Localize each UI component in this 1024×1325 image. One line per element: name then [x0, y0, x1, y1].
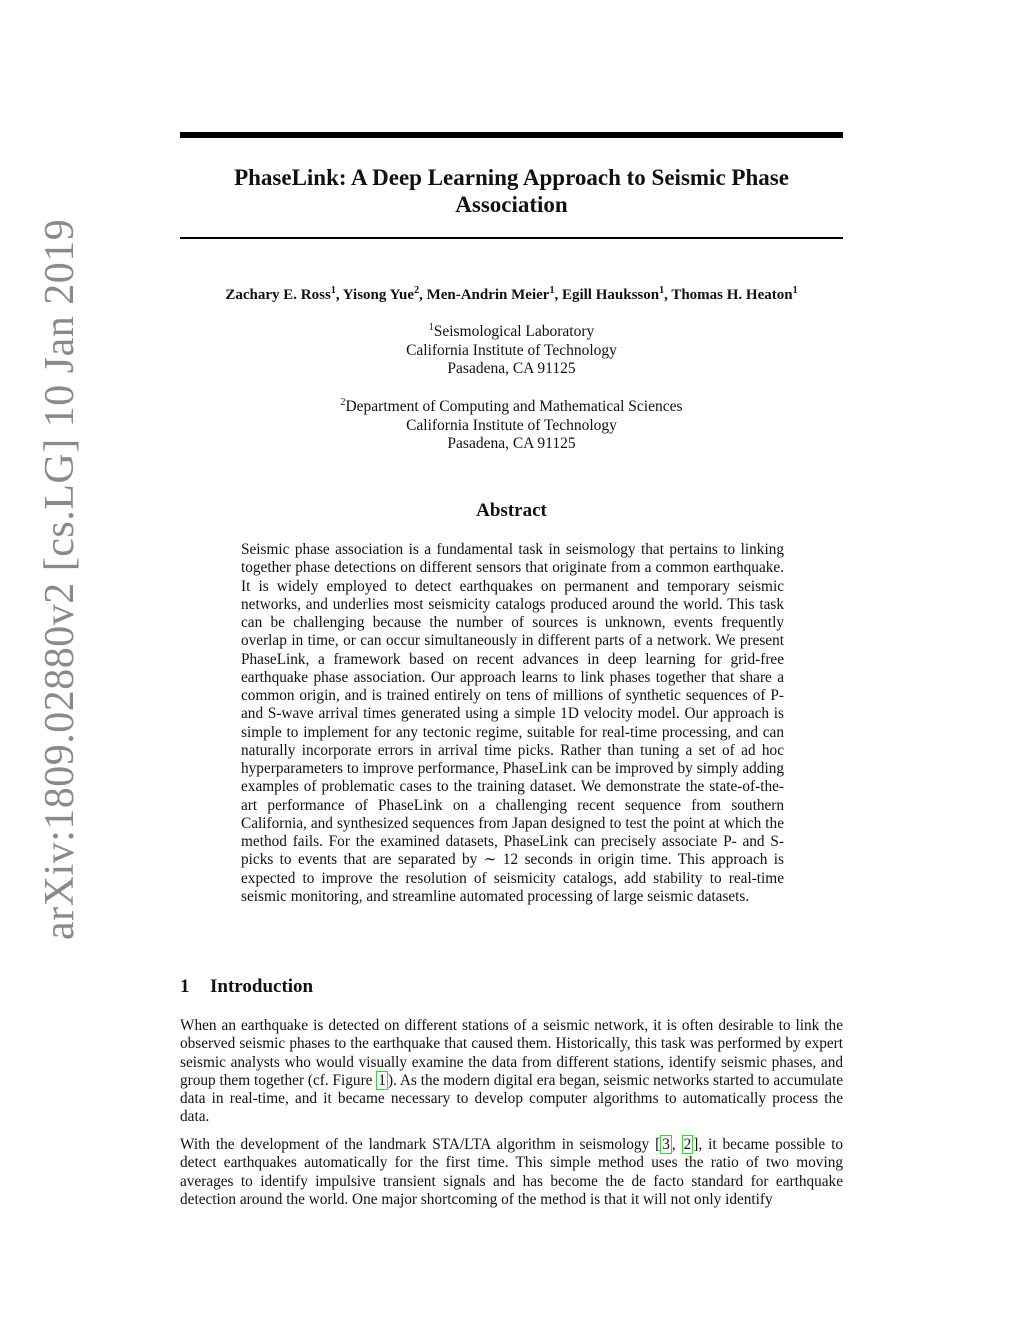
- author-list: Zachary E. Ross$^1$, Yisong Yue$^2$, Men-Andrin Meier$^1$, Egill Hauksson$^1$, Thomas H. Heaton$^1$: [225, 285, 798, 303]
- author-affil-sup: 1: [659, 285, 665, 296]
- affiliation-line: Pasadena, CA 91125: [447, 360, 576, 377]
- abstract-heading: Abstract: [476, 500, 547, 521]
- affiliation-sup: 2: [340, 396, 346, 408]
- section-number: 1: [180, 976, 190, 997]
- affiliation-line: Seismological Laboratory: [433, 323, 595, 340]
- affiliation-line: Pasadena, CA 91125: [447, 435, 576, 452]
- affiliation-sup: 1: [428, 321, 434, 333]
- intro-paragraph-1: [180, 1017, 843, 1127]
- affiliation-1: [180, 323, 843, 379]
- author-affil-sup: 1: [549, 285, 555, 296]
- paragraph-text: ). As the modern digital era began, seismic networks started to accumulate data in real-time, and it became necessary to develop computer algorithms to automatically process the data.: [180, 1071, 843, 1126]
- author-affil-sup: 2: [414, 285, 420, 296]
- citation-link[interactable]: 2: [683, 1136, 692, 1153]
- citation-separator: ,: [671, 1136, 682, 1153]
- affiliation-2: [180, 398, 843, 454]
- affiliation-line: California Institute of Technology: [406, 416, 617, 434]
- author-name: Men-Andrin Meier: [426, 287, 550, 303]
- author-name: Egill Hauksson: [561, 287, 660, 303]
- affiliation-line: California Institute of Technology: [406, 341, 617, 359]
- title-line-2: Association: [455, 192, 568, 217]
- author-name: Zachary E. Ross: [225, 287, 331, 303]
- arxiv-stamp: arXiv:1809.02880v2 [cs.LG] 10 Jan 2019: [37, 218, 83, 940]
- citation-link[interactable]: 3: [662, 1136, 670, 1153]
- intro-paragraph-2: [180, 1136, 843, 1209]
- abstract-body: Seismic phase association is a fundamental task in seismology that pertains to linking together phase detections on different sensors that originate from a common earthquake. It is widely employed to detect earthquakes on permanent and temporary seismic networks, and underlies most seismicity catalogs produced around the world. This task can be challenging because the number of sources is unknown, events frequently overlap in time, or can occur simultaneously in different parts of a network. We present PhaseLink, a framework based on recent advances in deep learning for grid-free earthquake phase association. Our approach learns to link phases together that share a common origin, and is trained entirely on tens of millions of synthetic sequences of P- and S-wave arrival times generated using a simple 1D velocity model. Our approach is simple to implement for any tectonic regime, suitable for real-time processing, and can naturally incorporate errors in arrival time picks. Rather than tuning a set of ad hoc hyperparameters to improve performance, PhaseLink can be improved by simply adding examples of problematic cases to the training dataset. We demonstrate the state-of-the-art performance of PhaseLink on a challenging recent sequence from southern California, and synthesized sequences from Japan designed to test the point at which the method fails. For the examined datasets, PhaseLink can precisely associate P- and S-picks to events that are separated by ∼ 12 seconds in origin time. This approach is expected to improve the resolution of seismicity catalogs, add stability to real-time seismic monitoring, and streamline automated processing of large seismic datasets.: [241, 541, 784, 905]
- author-affil-sup: 1: [792, 285, 798, 296]
- figure-ref-link[interactable]: 1: [378, 1071, 386, 1089]
- title-top-rule: [180, 132, 843, 138]
- paragraph-text: With the development of the landmark STA/LTA algorithm in seismology [: [180, 1136, 661, 1153]
- paper-title: [180, 164, 843, 218]
- affiliation-line: Department of Computing and Mathematical Sciences: [345, 398, 683, 415]
- author-affil-sup: 1: [330, 285, 336, 296]
- author-name: Yisong Yue: [342, 287, 415, 303]
- section-heading-introduction: [180, 976, 313, 998]
- title-line-1: PhaseLink: A Deep Learning Approach to Seismic Phase: [234, 165, 789, 190]
- paragraph-text: ], it became possible to detect earthquakes automatically for the first time. This simple method uses the ratio of two moving averages to identify impulsive transient signals and has become the de facto standard for earthquake detection around the world. One major shortcoming of the method is that it will not only identify: [180, 1136, 844, 1208]
- title-bottom-rule: [180, 237, 843, 239]
- author-name: Thomas H. Heaton: [671, 287, 793, 303]
- paragraph-text: When an earthquake is detected on different stations of a seismic network, it is often desirable to link the observed seismic phases to the earthquake that caused them. Historically, this task was performed by expert seismic analysts who would visually examine the data from different stations, identify seismic phases, and group them together (cf. Figure: [180, 1017, 843, 1089]
- section-title: Introduction: [210, 976, 314, 997]
